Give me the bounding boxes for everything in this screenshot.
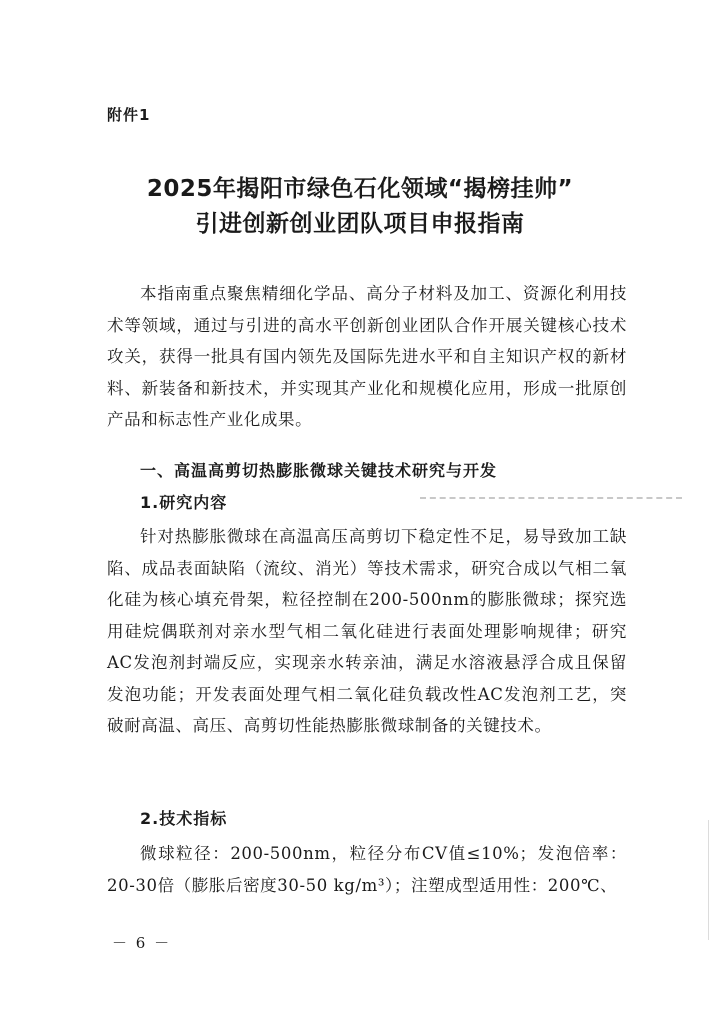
research-paragraph: 针对热膨胀微球在高温高压高剪切下稳定性不足，易导致加工缺陷、成品表面缺陷（流纹、消光）等技术需求，研究合成以气相二氧化硅为核心填充骨架，粒径控制在200-500nm的膨胀微球；探究选用硅烷偶联剂对亲水型气相二氧化硅进行表面处理影响规律；研究AC发泡剂封端反应，实现亲水转亲油，满足水溶液悬浮合成且保留发泡功能；开发表面处理气相二氧化硅负载改性AC发泡剂工艺，突破耐高温、高压、高剪切性能热膨胀微球制备的关键技术。 (107, 527, 627, 735)
intro-paragraph: 本指南重点聚焦精细化学品、高分子材料及加工、资源化利用技术等领域，通过与引进的高水平创新创业团队合作开展关键核心技术攻关，获得一批具有国内领先及国际先进水平和自主知识产权的新材料、新装备和新技术，并实现其产业化和规模化应用，形成一批原创产品和标志性产业化成果。 (107, 284, 627, 429)
indicators-paragraph: 微球粒径：200-500nm，粒径分布CV值≤10%；发泡倍率：20-30倍（膨胀后密度30-50 kg/m³）；注塑成型适用性：200℃、 (107, 844, 627, 895)
page-number: － 6 － (112, 934, 172, 952)
research-heading: 1.研究内容 (140, 493, 228, 512)
scan-artifact-line (420, 497, 682, 501)
attachment-label: 附件1 (107, 106, 151, 124)
section-heading: 一、高温高剪切热膨胀微球关键技术研究与开发 (140, 461, 498, 480)
page-title-line1: 2025年揭阳市绿色石化领域“揭榜挂帅” (146, 176, 574, 202)
scan-edge-line (708, 820, 709, 940)
page-title-line2: 引进创新创业团队项目申报指南 (195, 211, 525, 237)
indicators-heading: 2.技术指标 (140, 809, 228, 828)
